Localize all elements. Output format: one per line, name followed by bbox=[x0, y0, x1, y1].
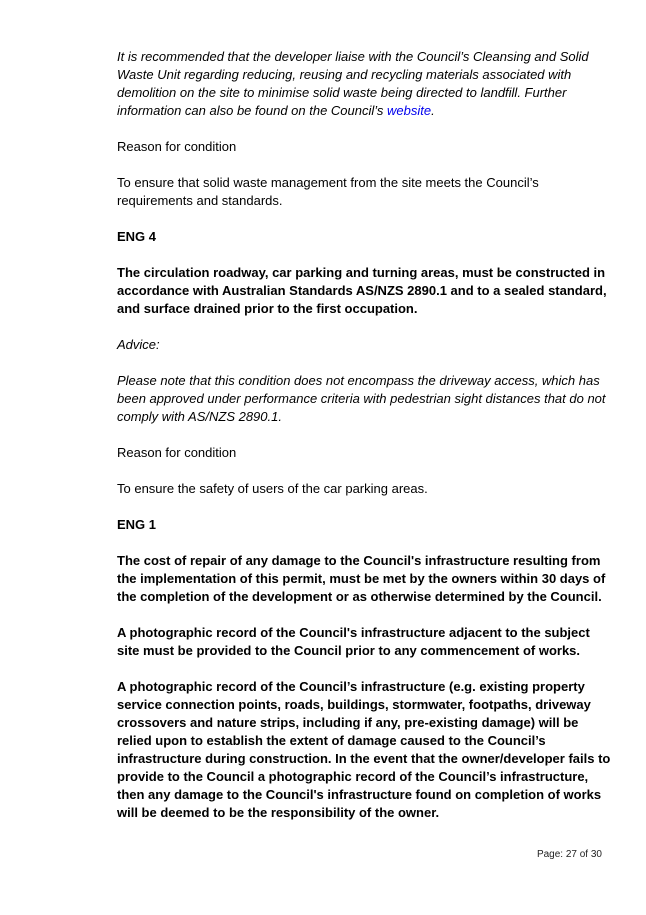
eng4-condition: The circulation roadway, car parking and turning areas, must be constructed in accordance with Australian Standards AS/NZS 2890.1 and to a sealed standard, and surface drained prior to the first occupation. bbox=[117, 265, 607, 316]
eng1-paragraph-1: The cost of repair of any damage to the Council's infrastructure resulting from the implementation of this permit, must be met by the owners within 30 days of the completion of the development or as otherwise determined by the Council. bbox=[117, 553, 606, 604]
reason-text-waste: To ensure that solid waste management from the site meets the Council’s requirements and standards. bbox=[117, 175, 539, 208]
eng4-advice-label: Advice: bbox=[117, 337, 160, 352]
waste-advice-text: It is recommended that the developer liaise with the Council’s Cleansing and Solid Waste Unit regarding reducing, reusing and recycling materials associated with demolition on the site to minimise solid waste being directed to landfill. Further information can also be found on the Council’s bbox=[117, 49, 589, 118]
waste-advice-paragraph bbox=[117, 48, 611, 120]
eng4-reason-text: To ensure the safety of users of the car parking areas. bbox=[117, 481, 428, 496]
reason-heading-waste: Reason for condition bbox=[117, 139, 237, 154]
eng1-paragraph-3: A photographic record of the Council’s infrastructure (e.g. existing property service connection points, roads, buildings, stormwater, footpaths, driveway crossovers and nature strips, including if any, pre-existing damage) will be relied upon to establish the extent of damage caused to the Council’s infrastructure during construction. In the event that the owner/developer fails to provide to the Council a photographic record of the Council’s infrastructure, then any damage to the Council's infrastructure found on completion of works will be deemed to be the responsibility of the owner. bbox=[117, 679, 611, 820]
eng4-reason-heading: Reason for condition bbox=[117, 445, 237, 460]
waste-advice-suffix: . bbox=[431, 103, 435, 118]
website-link[interactable]: website bbox=[387, 103, 432, 118]
eng4-advice-text: Please note that this condition does not encompass the driveway access, which has been approved under performance criteria with pedestrian sight distances that do not comply with AS/NZS 2890.1. bbox=[117, 373, 606, 424]
eng1-paragraph-2: A photographic record of the Council's infrastructure adjacent to the subject site must be provided to the Council prior to any commencement of works. bbox=[117, 625, 590, 658]
eng4-heading: ENG 4 bbox=[117, 229, 157, 244]
eng1-heading: ENG 1 bbox=[117, 517, 157, 532]
page-content bbox=[117, 48, 611, 840]
page-number: Page: 27 of 30 bbox=[536, 849, 602, 860]
